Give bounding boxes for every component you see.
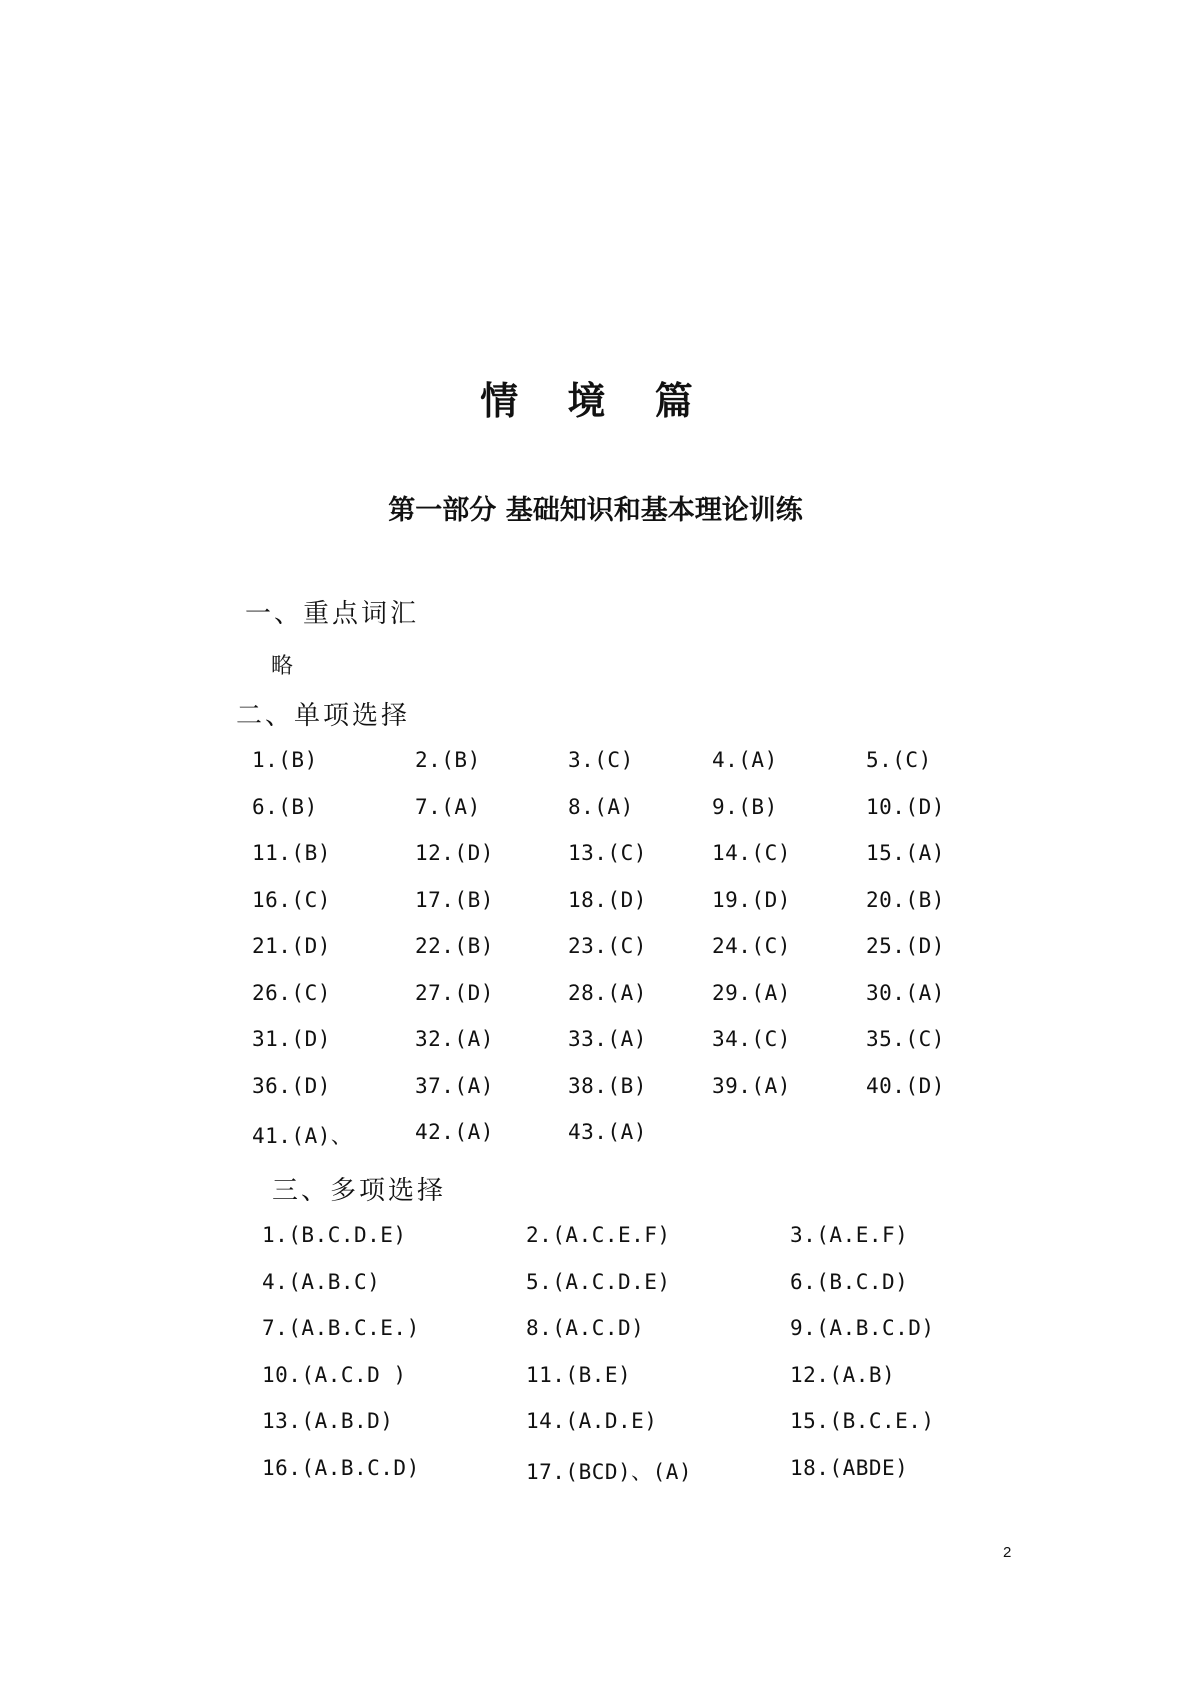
page-number: 2: [1003, 1544, 1012, 1561]
answer-item: 13.(C): [568, 841, 647, 865]
section-note-omitted: 略: [271, 654, 294, 679]
answer-item: 12.(D): [415, 841, 494, 865]
answer-item: 13.(A.B.D): [262, 1409, 394, 1433]
answer-item: 1.(B.C.D.E): [262, 1223, 407, 1247]
answer-item: 2.(B): [415, 748, 481, 772]
answer-item: 30.(A): [866, 980, 945, 1005]
answer-item: 17.(B): [415, 887, 494, 912]
answer-item: 11.(B): [252, 841, 331, 865]
answer-item: 18.(D): [568, 887, 647, 912]
answer-item: 4.(A): [712, 748, 778, 772]
answer-item: 5.(C): [866, 748, 932, 772]
answer-item: 3.(A.E.F): [790, 1223, 909, 1247]
answer-item: 36.(D): [252, 1073, 331, 1098]
answer-item: 26.(C): [252, 980, 331, 1005]
page-title: 情 境 篇: [480, 379, 711, 423]
answer-item: 43.(A): [568, 1120, 647, 1144]
answer-item: 14.(C): [712, 841, 791, 865]
answer-item: 38.(B): [568, 1073, 647, 1098]
answer-item: 10.(D): [866, 794, 945, 819]
answer-item: 14.(A.D.E): [526, 1409, 658, 1433]
answer-item: 31.(D): [252, 1027, 331, 1051]
answer-item: 6.(B): [252, 794, 318, 819]
answer-item: 18.(ABDE): [790, 1455, 909, 1480]
answer-item: 41.(A)、: [252, 1124, 353, 1148]
answer-item: 1.(B): [252, 748, 318, 772]
answer-item: 7.(A.B.C.E.): [262, 1316, 420, 1340]
part-title: 第一部分 基础知识和基本理论训练: [388, 495, 803, 526]
answer-item: 21.(D): [252, 934, 331, 958]
answer-item: 25.(D): [866, 934, 945, 958]
section-heading-multiple-choice: 三、多项选择: [272, 1176, 447, 1206]
answer-item: 27.(D): [415, 980, 494, 1005]
answer-item: 28.(A): [568, 980, 647, 1005]
answer-item: 9.(B): [712, 794, 778, 819]
answer-item: 39.(A): [712, 1073, 791, 1098]
answer-item: 29.(A): [712, 980, 791, 1005]
answer-item: 10.(A.C.D ): [262, 1362, 407, 1387]
answer-item: 23.(C): [568, 934, 647, 958]
answer-item: 32.(A): [415, 1027, 494, 1051]
answer-item: 11.(B.E): [526, 1362, 632, 1387]
answer-item: 37.(A): [415, 1073, 494, 1098]
answer-item: 40.(D): [866, 1073, 945, 1098]
answer-item: 16.(C): [252, 887, 331, 912]
section-heading-single-choice: 二、单项选择: [236, 701, 411, 731]
answer-item: 35.(C): [866, 1027, 945, 1051]
answer-item: 17.(BCD)、(A): [526, 1459, 693, 1484]
answer-item: 33.(A): [568, 1027, 647, 1051]
answer-item: 8.(A): [568, 794, 634, 819]
answer-item: 22.(B): [415, 934, 494, 958]
answer-item: 15.(A): [866, 841, 945, 865]
answer-item: 20.(B): [866, 887, 945, 912]
answer-item: 19.(D): [712, 887, 791, 912]
answer-item: 12.(A.B): [790, 1362, 896, 1387]
answer-item: 16.(A.B.C.D): [262, 1455, 420, 1480]
answer-item: 42.(A): [415, 1120, 494, 1144]
answer-item: 24.(C): [712, 934, 791, 958]
answer-item: 9.(A.B.C.D): [790, 1316, 935, 1340]
answer-item: 8.(A.C.D): [526, 1316, 645, 1340]
section-heading-key-vocabulary: 一、重点词汇: [245, 599, 420, 629]
answer-item: 5.(A.C.D.E): [526, 1269, 671, 1294]
answer-item: 15.(B.C.E.): [790, 1409, 935, 1433]
answer-item: 7.(A): [415, 794, 481, 819]
answer-item: 34.(C): [712, 1027, 791, 1051]
answer-item: 4.(A.B.C): [262, 1269, 381, 1294]
answer-item: 3.(C): [568, 748, 634, 772]
answer-item: 6.(B.C.D): [790, 1269, 909, 1294]
answer-item: 2.(A.C.E.F): [526, 1223, 671, 1247]
